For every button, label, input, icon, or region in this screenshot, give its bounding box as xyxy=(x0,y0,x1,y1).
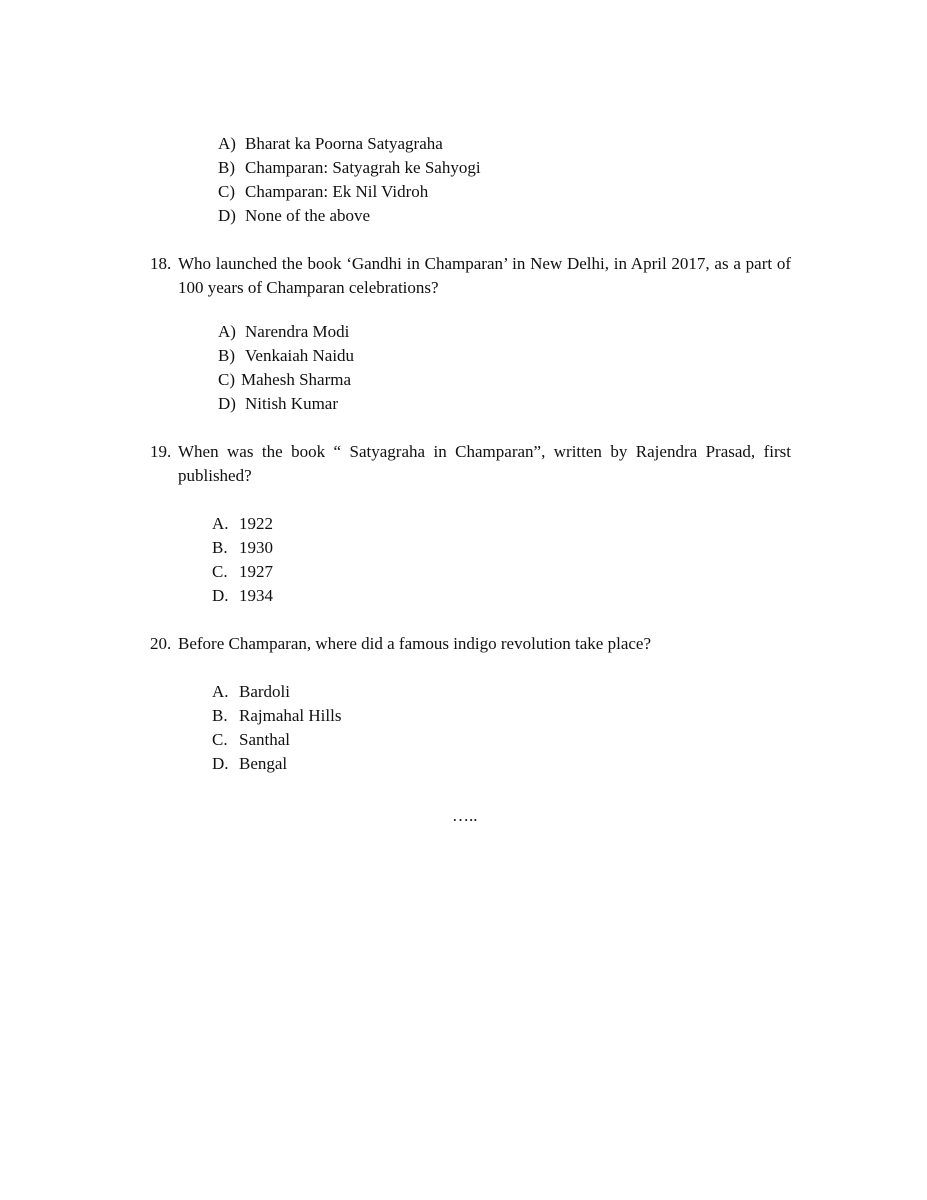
option-text: Bharat ka Poorna Satyagraha xyxy=(245,134,443,153)
q18-option-d xyxy=(218,392,354,416)
question-text: Before Champaran, where did a famous indigo revolution take place? xyxy=(178,634,651,653)
option-text: Nitish Kumar xyxy=(245,394,339,413)
option-text: Champaran: Satyagrah ke Sahyogi xyxy=(245,158,481,177)
option-text: Bardoli xyxy=(239,682,290,701)
q19-option-c xyxy=(212,560,273,584)
q17-option-a xyxy=(218,132,481,156)
q17-options xyxy=(218,132,481,228)
option-label: D. xyxy=(212,754,229,773)
q18-option-a xyxy=(218,320,354,344)
option-label: B) xyxy=(218,158,235,177)
q20-option-d xyxy=(212,752,341,776)
q17-option-d xyxy=(218,204,481,228)
q19-option-a xyxy=(212,512,273,536)
option-label: D) xyxy=(218,394,236,413)
option-label: B. xyxy=(212,706,228,725)
q20-option-c xyxy=(212,728,341,752)
option-label: A. xyxy=(212,682,229,701)
q20-option-a xyxy=(212,680,341,704)
option-text: 1922 xyxy=(239,514,273,533)
q19-options xyxy=(212,512,273,608)
option-label: C. xyxy=(212,730,228,749)
option-text: Venkaiah Naidu xyxy=(245,346,355,365)
option-label: B. xyxy=(212,538,228,557)
q20-options xyxy=(212,680,341,776)
question-number: 19. xyxy=(150,442,172,461)
option-label: C. xyxy=(212,562,228,581)
option-label: C) xyxy=(218,182,235,201)
q18-option-c xyxy=(218,368,354,392)
option-text: Narendra Modi xyxy=(245,322,350,341)
q17-option-c xyxy=(218,180,481,204)
question-19 xyxy=(150,440,791,488)
option-label: B) xyxy=(218,346,235,365)
question-number: 20. xyxy=(150,634,172,653)
option-label: D) xyxy=(218,206,236,225)
question-number: 18. xyxy=(150,254,172,273)
option-label: A) xyxy=(218,322,236,341)
question-18 xyxy=(150,252,791,300)
option-text: Champaran: Ek Nil Vidroh xyxy=(245,182,429,201)
option-text: None of the above xyxy=(245,206,371,225)
option-text: Mahesh Sharma xyxy=(241,370,352,389)
question-20 xyxy=(150,632,791,656)
option-text: 1934 xyxy=(239,586,273,605)
q17-option-b xyxy=(218,156,481,180)
q19-option-b xyxy=(212,536,273,560)
option-text: Rajmahal Hills xyxy=(239,706,342,725)
option-text: 1927 xyxy=(239,562,273,581)
q18-options xyxy=(218,320,354,416)
question-text: When was the book “ Satyagraha in Champaran”, written by Rajendra Prasad, first published? xyxy=(178,442,791,485)
q19-option-d xyxy=(212,584,273,608)
option-label: A) xyxy=(218,134,236,153)
option-text: Santhal xyxy=(239,730,290,749)
option-text: 1930 xyxy=(239,538,273,557)
option-label: A. xyxy=(212,514,229,533)
q18-option-b xyxy=(218,344,354,368)
option-label: D. xyxy=(212,586,229,605)
q20-option-b xyxy=(212,704,341,728)
option-label: C) xyxy=(218,370,235,389)
question-text: Who launched the book ‘Gandhi in Champaran’ in New Delhi, in April 2017, as a part of 100 years of Champaran celebrations? xyxy=(178,254,791,297)
option-text: Bengal xyxy=(239,754,288,773)
page-end-ellipsis: ….. xyxy=(452,806,478,825)
